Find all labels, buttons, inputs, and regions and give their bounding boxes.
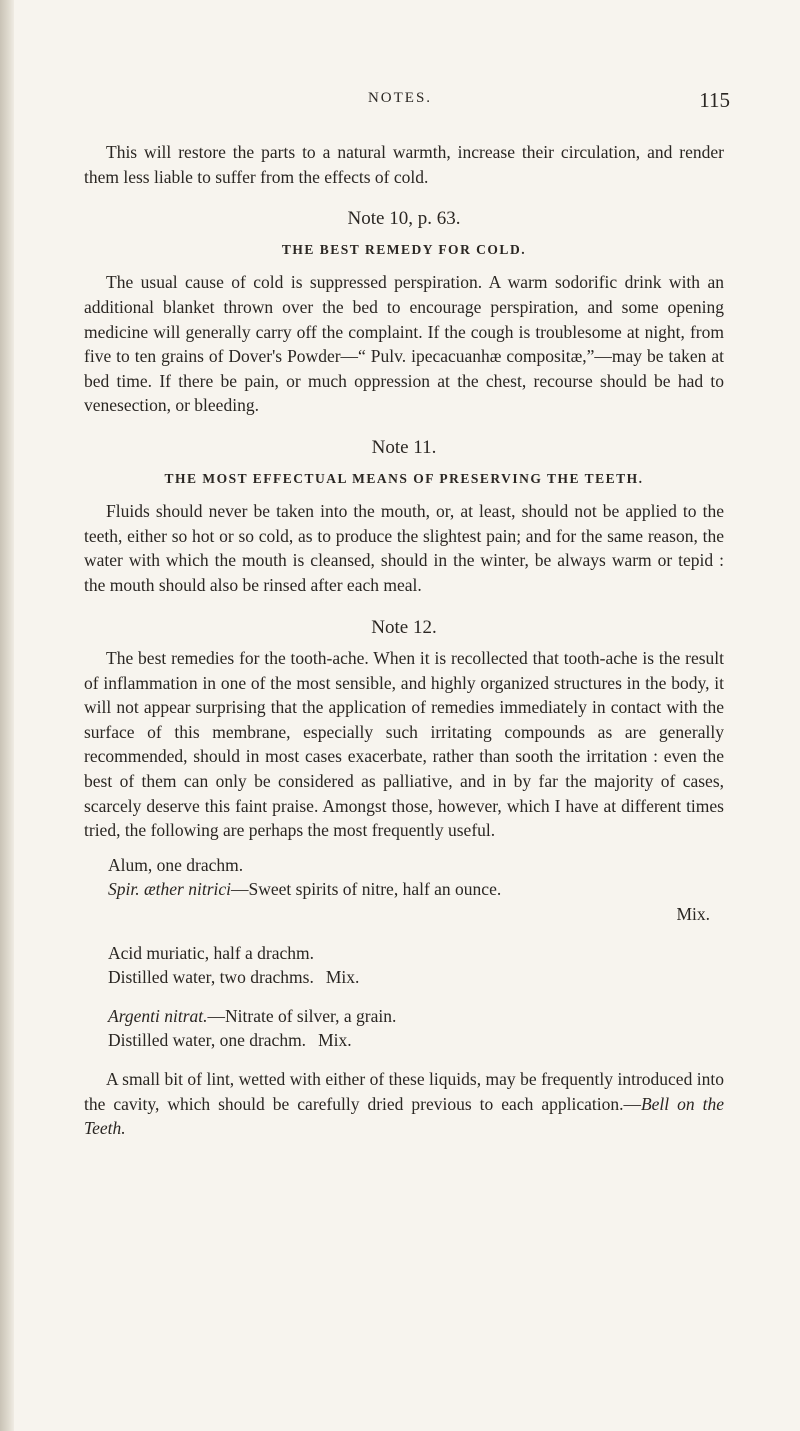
recipe-2-line-2-text: Distilled water, two drachms. <box>108 967 314 988</box>
note-11-title: Note 11. <box>371 436 437 458</box>
recipe-list <box>84 853 724 1053</box>
recipe-3-line-2 <box>108 1028 724 1053</box>
note-10-title: Note 10, p. 63. <box>347 208 461 230</box>
recipe-3-mix: Mix. <box>318 1030 352 1051</box>
recipe-2-line-2 <box>108 965 724 990</box>
running-head: NOTES. <box>367 90 433 106</box>
note-12-body: The best remedies for the tooth-ache. When it is recollected that tooth-ache is the result of inflammation in one of the most sensible, and highly organized structures in the body, it will not appear surprising that the application of remedies immediately in contact with the surface of this membrane, especially such irritating compounds as are generally recommended, should in most cases exacerbate, rather than sooth the irritation : even the best of them can only be considered as palliative, and in by far the majority of cases, scarcely deserve this faint praise. Amongst those, however, which I have at different times tried, the following are perhaps the most frequently useful. <box>84 648 724 841</box>
note-12-title: Note 12. <box>371 616 437 638</box>
page-header <box>62 88 738 118</box>
recipe-1-line-2 <box>108 877 724 902</box>
recipe-3-latin: Argenti nitrat. <box>108 1005 208 1026</box>
note-11-body: Fluids should never be taken into the mouth, or, at least, should not be applied to the teeth, either so hot or so cold, as to produce the slightest pain; and for the same reason, the water with which the mouth is cleansed, should in the winter, be always warm or tepid : the mouth should also be rinsed after each meal. <box>84 501 724 595</box>
recipe-1-latin: Spir. æther nitrici <box>108 879 231 900</box>
page-number: 115 <box>699 88 730 112</box>
closing-source: Bell on the Teeth. <box>84 1093 724 1139</box>
recipe-1-mix: Mix. <box>676 904 710 925</box>
recipe-3-line-1-text: —Nitrate of silver, a grain. <box>207 1005 397 1026</box>
recipe-3 <box>84 1004 724 1053</box>
recipe-2-line-1: Acid muriatic, half a drachm. <box>108 942 315 963</box>
recipe-1 <box>84 853 724 927</box>
book-spine-shadow <box>0 0 14 1431</box>
closing-text: A small bit of lint, wetted with either of these liquids, may be frequently introduced into the cavity, which should be carefully dried previous to each application.— <box>84 1069 724 1114</box>
recipe-3-line-1 <box>108 1004 724 1029</box>
recipe-2-mix: Mix. <box>325 967 360 988</box>
note-11-heading: THE MOST EFFECTUAL MEANS OF PRESERVING THE TEETH. <box>164 470 644 486</box>
recipe-1-line-1: Alum, one drachm. <box>108 854 244 875</box>
recipe-2 <box>84 941 724 990</box>
recipe-3-line-2-text: Distilled water, one drachm. <box>108 1030 307 1051</box>
closing-paragraph <box>84 1067 724 1141</box>
note-10-heading: THE BEST REMEDY FOR COLD. <box>281 241 527 257</box>
note-10-body: The usual cause of cold is suppressed perspiration. A warm sodorific drink with an additional blanket thrown over the bed to encourage perspiration, and some opening medicine will generally carry off the complaint. If the cough is troublesome at night, from five to ten grains of Dover's Powder—“ Pulv. ipecacuanhæ compositæ,”—may be taken at bed time. If there be pain, or much oppression at the chest, recourse should be had to venesection, or bleeding. <box>84 272 724 416</box>
intro-paragraph: This will restore the parts to a natural warmth, increase their circulation, and render them less liable to suffer from the effects of cold. <box>84 142 724 187</box>
recipe-1-line-2-text: —Sweet spirits of nitre, half an ounce. <box>231 879 502 900</box>
page-content <box>84 140 724 1141</box>
